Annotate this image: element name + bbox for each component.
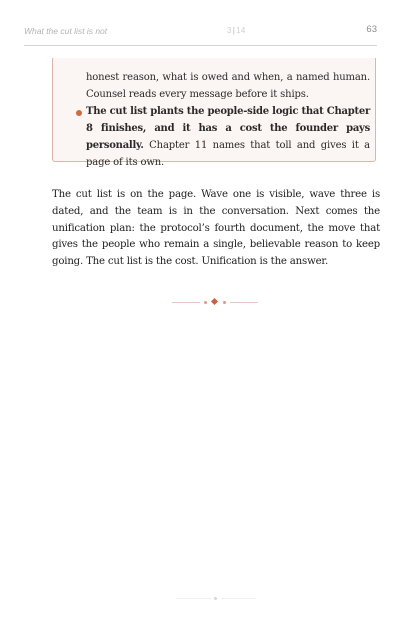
bullet-dot-icon [76, 110, 82, 116]
callout-continued-text: honest reason, what is owed and when, a named human. Counsel reads every message before it ships. [86, 72, 370, 100]
diamond-ornament-icon [172, 297, 258, 309]
ornament-dot-left [204, 301, 207, 304]
callout-box [52, 58, 376, 168]
running-header [24, 20, 377, 46]
progress-total: 14 [236, 26, 246, 35]
callout-bullet-item [86, 103, 370, 171]
footer-rule-right [221, 598, 256, 599]
body-paragraph: The cut list is on the page. Wave one is visible, wave three is dated, and the team is in the conversation. Next comes the unification plan: the protocol’s fourth document, the move that gives the people who remain a single, believable reason to keep going. The cut list is the cost. Unification is the answer. [52, 189, 380, 268]
ornament-rule-right [230, 302, 258, 303]
callout-bullet-rest: Chapter 11 names that toll and gives it a page of its own. [86, 140, 370, 168]
ornament-diamond [211, 298, 218, 305]
running-title: What the cut list is not [24, 26, 108, 36]
ornament-dot-right [223, 301, 226, 304]
page-number: 63 [366, 24, 377, 35]
footer-dot [214, 597, 217, 600]
progress-current: 3 [227, 26, 232, 35]
callout-bullet-bold: The cut list plants the people-side logic that Chapter 8 finishes, and it has a cost the founder pays personally. [86, 106, 370, 151]
footer-dot-icon [176, 597, 256, 601]
progress-separator: | [232, 26, 236, 35]
ornament-rule-left [172, 302, 200, 303]
footer-rule-left [176, 598, 211, 599]
chapter-progress [227, 26, 246, 35]
